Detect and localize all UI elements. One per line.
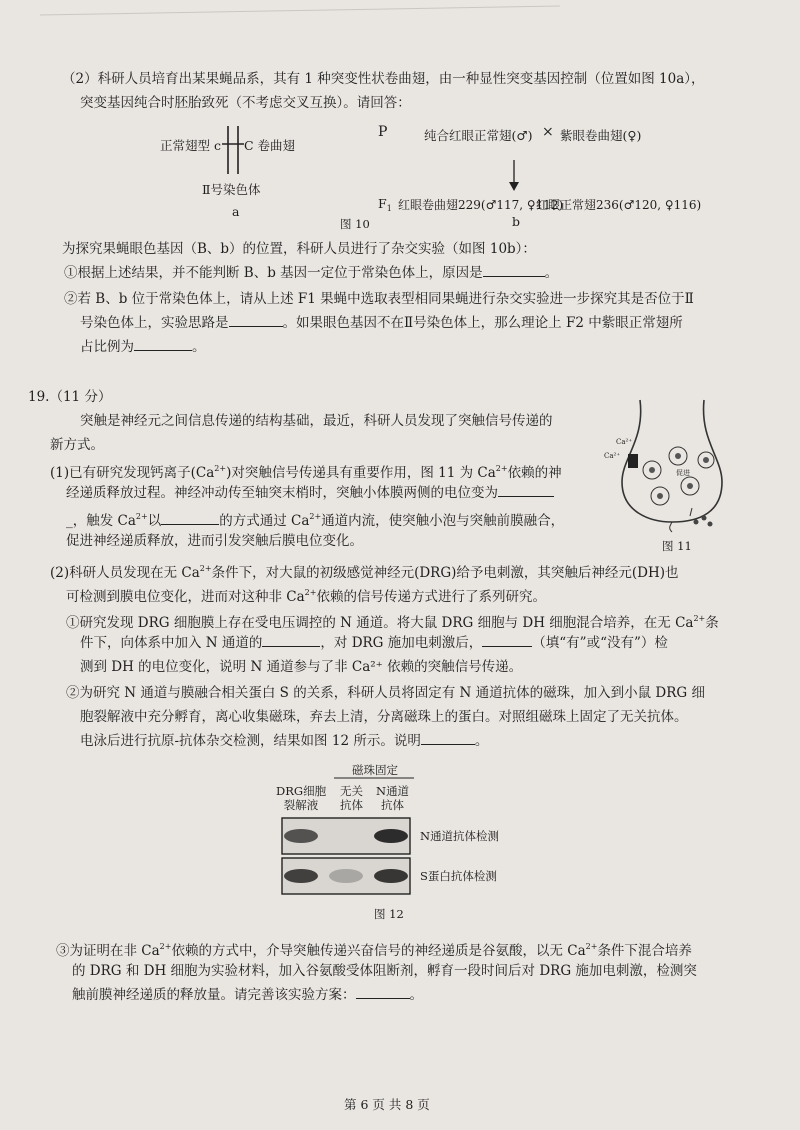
allele-C-label: C 卷曲翅 [244, 138, 296, 153]
figure-10b-sublabel: b [512, 214, 521, 229]
q19-s3-line2: 的 DRG 和 DH 细胞为实验材料，加入谷氨酸受体阻断剂，孵育一段时间后对 DRG 施加电刺激，检测突 [72, 963, 697, 979]
q18-part2-line2: 突变基因纯合时胚胎致死（不考虑交叉互换）。请回答： [80, 95, 411, 111]
f1-curly-wing: 红眼卷曲翅229(♂117, ♀112) [398, 198, 564, 212]
fig12-col3: N通道 抗体 [376, 784, 410, 812]
q19-p2-line1: (2)科研人员发现在无 $Ca^{2+}$条件下，对大鼠的初级感觉神经元(DRG)给予电刺激，其突触后神经元(DH)也 [50, 564, 679, 581]
ca-label-2: Ca²⁺ [604, 452, 621, 460]
parent-female: 紫眼卷曲翅(♀) [560, 128, 642, 143]
promote-label: 促进 [676, 469, 690, 477]
allele-c-label: 正常翅型 c [160, 138, 221, 153]
answer-blank[interactable] [356, 998, 410, 999]
q18-intro: 为探究果蝇眼色基因（B、b）的位置，科研人员进行了杂交实验（如图 10b）： [62, 241, 536, 257]
fig12-col2: 无关 抗体 [340, 784, 363, 812]
blot-band [284, 829, 318, 843]
q19-s1-line1: ①研究发现 DRG 细胞膜上存在受电压调控的 N 通道。将大鼠 DRG 细胞与 DH 细胞混合培养，在无 $Ca^{2+}$条 [66, 614, 719, 631]
q18-part2-line1: （2）科研人员培育出某果蝇品系，其有 1 种突变性状卷曲翅，由一种显性突变基因控制（位置如图 10a）， [62, 71, 705, 87]
q19-p1-line4: 促进神经递质释放，进而引发突触后膜电位变化。 [66, 533, 363, 549]
cross-symbol: × [542, 124, 554, 140]
q19-s3-line3: 触前膜神经递质的释放量。请完善该实验方案： 。 [72, 987, 423, 1003]
q19-s2-line1: ②为研究 N 通道与膜融合相关蛋白 S 的关系，科研人员将固定有 N 通道抗体的磁珠，加入到小鼠 DRG 细 [66, 685, 705, 701]
q19-s3-line1: ③为证明在非 $Ca^{2+}$依赖的方式中，介导突触传递兴奋信号的神经递质是谷氨酸，以无 $Ca^{2+}$条件下混合培养 [56, 942, 692, 959]
q19-intro-line1: 突触是神经元之间信息传递的结构基础，最近，科研人员发现了突触信号传递的 [80, 413, 553, 429]
fig12-col1: DRG细胞 裂解液 [276, 784, 327, 812]
blot-band [374, 829, 408, 843]
q19-header: 19.（11 分） [28, 389, 112, 405]
q18-item1: ①根据上述结果，并不能判断 B、b 基因一定位于常染色体上，原因是 。 [64, 265, 559, 281]
q19-s2-line2: 胞裂解液中充分孵育，离心收集磁珠，弃去上清，分离磁珠上的蛋白。对照组磁珠上固定了无关抗体。 [80, 709, 688, 725]
figure-10-caption: 图 10 [340, 217, 370, 231]
q19-s1-line3: 测到 DH 的电位变化，说明 N 通道参与了非 Ca²⁺ 依赖的突触信号传递。 [80, 659, 523, 675]
blot-band [284, 869, 318, 883]
q18-item2-line2: 号染色体上，实验思路是 。如果眼色基因不在Ⅱ号染色体上，那么理论上 F2 中紫眼正常翅所 [80, 315, 683, 331]
blot-band [329, 869, 363, 883]
q19-p1-line1: (1)已有研究发现钙离子$(Ca^{2+})$对突触信号传递具有重要作用，图 11 为 $Ca^{2+}$依赖的神 [50, 464, 562, 481]
figure-11-caption: 图 11 [662, 539, 692, 553]
f1-label: $F_1$ [378, 196, 392, 213]
q18-item2-line1: ②若 B、b 位于常染色体上，请从上述 F1 果蝇中选取表型相同果蝇进行杂交实验进一步探究其是否位于Ⅱ [64, 291, 694, 307]
q19-p2-line2: 可检测到膜电位变化，进而对这种非 $Ca^{2+}$依赖的信号传递方式进行了系列研究。 [66, 588, 546, 605]
fig12-row2-label: S蛋白抗体检测 [420, 869, 497, 883]
f1-normal-wing: 红眼正常翅236(♂120, ♀116) [536, 198, 702, 212]
figure-12-caption: 图 12 [374, 907, 404, 921]
q18-item2-line3: 占比例为 。 [80, 339, 206, 355]
ca-label-1: Ca²⁺ [616, 438, 633, 446]
parent-male: 纯合红眼正常翅(♂) [424, 128, 533, 143]
page-footer: 第 6 页 共 8 页 [344, 1097, 430, 1112]
q19-p1-line3: _，触发 $Ca^{2+}$以 的方式通过 $Ca^{2+}$通道内流，使突触小泡与突触前膜融合， [66, 512, 565, 529]
parent-generation-label: P [378, 124, 388, 140]
chromosome-label: Ⅱ号染色体 [202, 182, 261, 197]
figure-10a-sublabel: a [232, 204, 240, 219]
fig12-header: 磁珠固定 [352, 763, 398, 777]
q19-p1-line2: 经递质释放过程。神经冲动传至轴突末梢时，突触小体膜两侧的电位变为 [66, 482, 554, 504]
blot-band [374, 869, 408, 883]
q19-intro-line2: 新方式。 [50, 437, 104, 453]
fig12-row1-label: N通道抗体检测 [420, 829, 500, 843]
q19-s2-line3: 电泳后进行抗原-抗体杂交检测，结果如图 12 所示。说明 。 [80, 733, 489, 749]
q19-s1-line2: 件下，向体系中加入 N 通道的 ，对 DRG 施加电刺激后， （填“有”或“没有”）检 [80, 635, 668, 651]
